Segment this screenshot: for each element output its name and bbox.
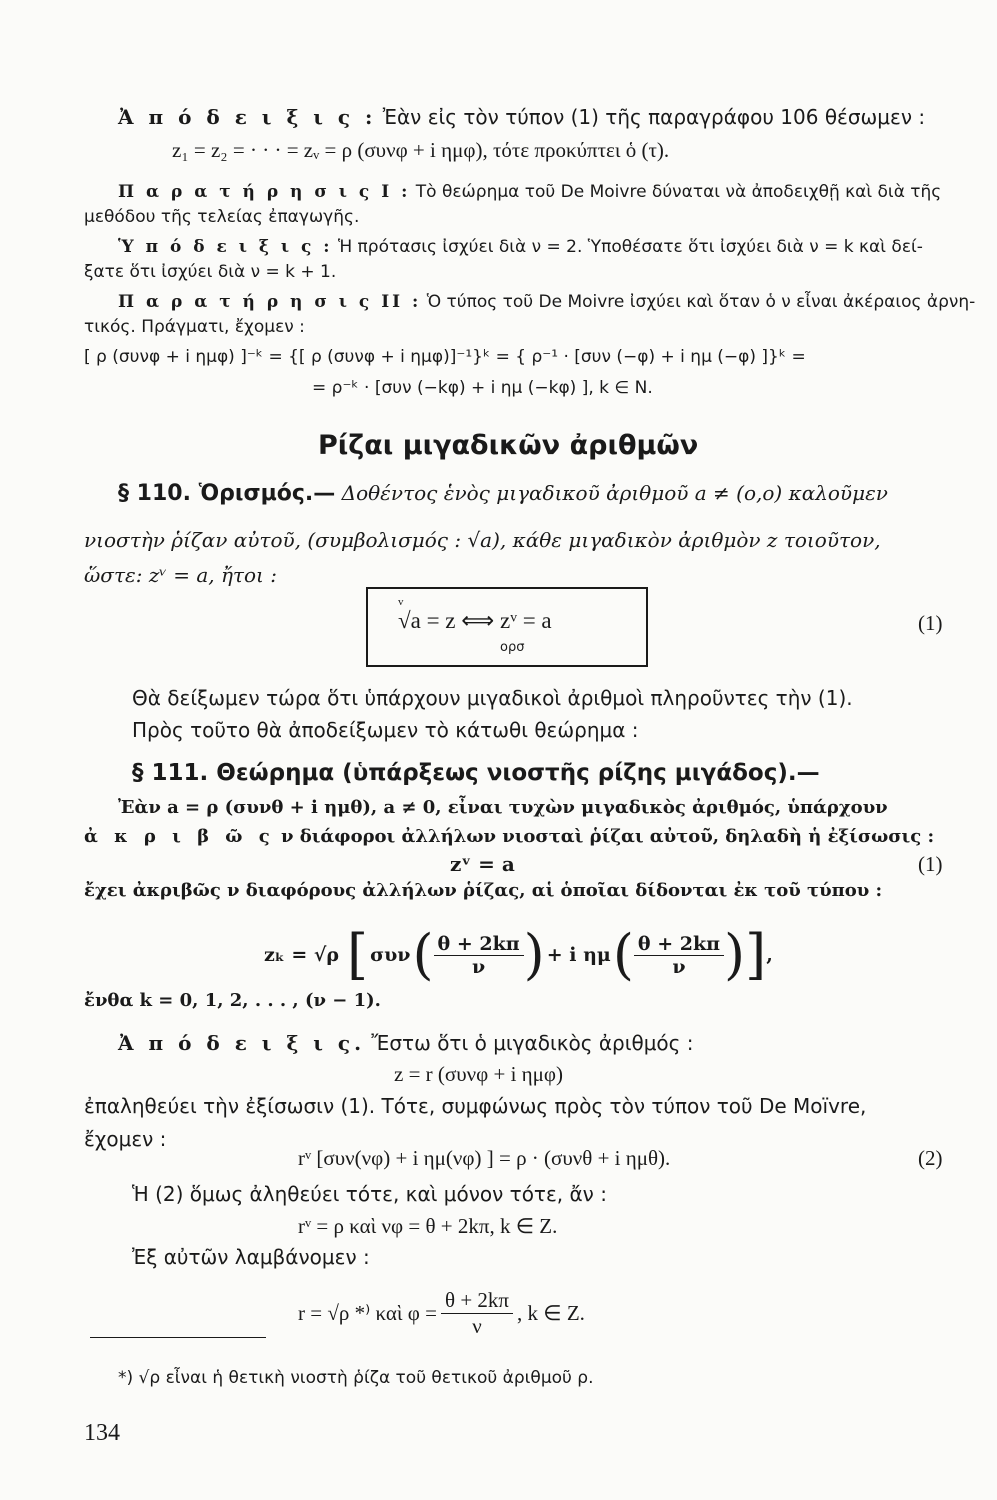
formula-comma: , bbox=[766, 944, 773, 966]
remark-1-label: Π α ρ α τ ή ρ η σ ι ς I : bbox=[118, 182, 411, 202]
equation-number-theorem: (1) bbox=[918, 852, 943, 876]
paragraph-line-2: Πρὸς τοῦτο θὰ ἀποδείξωμεν τὸ κάτωθι θεώρημα : bbox=[132, 718, 639, 742]
remark-2-line-1 bbox=[118, 292, 975, 312]
theorem-line-2 bbox=[84, 826, 934, 847]
proof-line-3: ἐπαληθεύει τὴν ἐξίσωσιν (1). Τότε, συμφώνως πρὸς τὸν τύπον τοῦ De Moïvre, bbox=[84, 1094, 867, 1118]
proof-final-formula bbox=[298, 1280, 585, 1346]
proof-final-left: r = √ρ *⁾ καὶ φ = bbox=[298, 1300, 438, 1325]
apodeixis-text: Ἐὰν εἰς τὸν τύπον (1) τῆς παραγράφου 106 θέσωμεν : bbox=[376, 105, 926, 129]
proof-z-formula: z = r (συνφ + i ημφ) bbox=[394, 1062, 564, 1086]
apodeixis-label: Ἀ π ό δ ε ι ξ ι ς : bbox=[118, 105, 377, 129]
bracket-close: ] bbox=[745, 923, 767, 986]
footnote-rule bbox=[90, 1337, 266, 1338]
remark-2-line-2: τικός. Πράγματι, ἔχομεν : bbox=[84, 317, 305, 337]
equation-number-2: (2) bbox=[918, 1146, 943, 1170]
formula-negative-power: [ ρ (συνφ + i ημφ) ]⁻ᵏ = {[ ρ (συνφ + i ημφ)]⁻¹}ᵏ = { ρ⁻¹ · [συν (−φ) + i ημ (−φ) ]}ᵏ = bbox=[84, 347, 806, 367]
root-index: v bbox=[398, 596, 404, 608]
formula-negative-power-result: = ρ⁻ᵏ · [συν (−kφ) + i ημ (−kφ) ], k ∈ N. bbox=[312, 378, 653, 398]
paren-open-1: ( bbox=[412, 923, 434, 986]
proof-line-6: Ἡ (2) ὅμως ἀληθεύει τότε, καὶ μόνον τότε, ἄν : bbox=[132, 1182, 607, 1206]
paren-open-2: ( bbox=[612, 923, 634, 986]
paragraph-line-1: Θὰ δείξωμεν τώρα ὅτι ὑπάρχουν μιγαδικοὶ ἀριθμοὶ πληροῦντες τὴν (1). bbox=[132, 686, 853, 710]
section-110-line-3: ὥστε: zᵛ = a, ἤτοι : bbox=[84, 563, 277, 587]
proof-line-1 bbox=[118, 1031, 694, 1055]
proof-final-fraction bbox=[441, 1288, 513, 1339]
fraction-2-den: ν bbox=[672, 955, 686, 978]
proof-label: Ἀ π ό δ ε ι ξ ι ς. bbox=[118, 1031, 366, 1055]
page-number: 134 bbox=[84, 1420, 120, 1446]
section-heading: Ρίζαι μιγαδικῶν ἀριθμῶν bbox=[318, 430, 699, 461]
paren-close-1: ) bbox=[523, 923, 545, 986]
fraction-2 bbox=[634, 933, 724, 978]
k-range: ἔνθα k = 0, 1, 2, . . . , (ν − 1). bbox=[84, 990, 381, 1011]
proof-line-8: Ἐξ αὐτῶν λαμβάνομεν : bbox=[132, 1245, 370, 1269]
section-110-title: § 110. Ὁρισμός.— bbox=[118, 481, 336, 506]
hint-line-2: ξατε ὅτι ἰσχύει διὰ ν = k + 1. bbox=[84, 262, 337, 282]
hint-label: Ὑ π ό δ ε ι ξ ι ς : bbox=[118, 237, 333, 257]
section-110-line-2: νιοστὴν ῥίζαν αὐτοῦ, (συμβολισμός : √a), κάθε μιγαδικὸν ἀριθμὸν z τοιοῦτον, bbox=[84, 528, 881, 552]
proof-final-den: ν bbox=[472, 1313, 482, 1338]
theorem-equation: zᵛ = a bbox=[450, 852, 515, 876]
theorem-line-4: ἔχει ἀκριβῶς ν διαφόρους ἀλλήλων ῥίζας, αἱ ὁποῖαι δίδονται ἐκ τοῦ τύπου : bbox=[84, 880, 883, 901]
formula-z-equal: z₁ = z₂ = · · · = zᵥ = ρ (συνφ + i ημφ), τότε προκύπτει ὁ (τ). bbox=[172, 138, 670, 162]
proof-conditions: rᵛ = ρ καὶ νφ = θ + 2kπ, k ∈ Z. bbox=[298, 1214, 558, 1238]
remark-2-text: Ὁ τύπος τοῦ De Moivre ἰσχύει καὶ ὅταν ὁ ν εἶναι ἀκέραιος ἀρνη- bbox=[421, 292, 976, 312]
equation-number-1: (1) bbox=[918, 611, 943, 635]
roots-formula bbox=[264, 915, 773, 995]
apodeixis-line-1 bbox=[118, 105, 925, 129]
hint-text: Ἡ πρότασις ἰσχύει διὰ ν = 2. Ὑποθέσατε ὅτι ἰσχύει διὰ ν = k καὶ δεί- bbox=[332, 237, 923, 257]
section-111-title: § 111. Θεώρημα (ὑπάρξεως νιοστῆς ρίζης μιγάδος).— bbox=[132, 760, 820, 786]
bracket-open: [ bbox=[347, 923, 369, 986]
proof-line-4: ἔχομεν : bbox=[84, 1127, 167, 1151]
remark-1-line-2: μεθόδου τῆς τελείας ἐπαγωγῆς. bbox=[84, 207, 360, 227]
theorem-line-1: Ἐὰν a = ρ (συνθ + i ημθ), a ≠ 0, εἶναι τυχὼν μιγαδικὸς ἀριθμός, ὑπάρχουν bbox=[118, 797, 888, 818]
plus-i-sin: + i ημ bbox=[546, 944, 611, 966]
definition-equation: √a = z ⟺ zᵛ = a bbox=[398, 608, 552, 633]
footnote: *) √ρ εἶναι ἡ θετικὴ νιοστὴ ῥίζα τοῦ θετικοῦ ἀριθμοῦ ρ. bbox=[118, 1368, 594, 1388]
definition-subscript: ορσ bbox=[500, 640, 525, 655]
proof-text: Ἔστω ὅτι ὁ μιγαδικὸς ἀριθμός : bbox=[365, 1031, 694, 1055]
section-110-line-1 bbox=[118, 481, 888, 506]
remark-2-label: Π α ρ α τ ή ρ η σ ι ς II : bbox=[118, 292, 422, 312]
hint-line-1 bbox=[118, 237, 923, 257]
proof-final-num: θ + 2kπ bbox=[441, 1288, 513, 1314]
section-110-text: Δοθέντος ἑνὸς μιγαδικοῦ ἀριθμοῦ a ≠ (o,o) καλοῦμεν bbox=[335, 481, 888, 505]
fraction-1-den: ν bbox=[472, 955, 486, 978]
remark-1-text: Τὸ θεώρημα τοῦ De Moivre δύναται νὰ ἀποδειχθῇ καὶ διὰ τῆς bbox=[410, 182, 942, 202]
proof-equation-2: rᵛ [συν(νφ) + i ημ(νφ) ] = ρ · (συνθ + i ημθ). bbox=[298, 1146, 671, 1170]
theorem-line-2-text: ν διάφοροι ἀλλήλων νιοσταὶ ῥίζαι αὐτοῦ, δηλαδὴ ἡ ἐξίσωσις : bbox=[274, 826, 935, 847]
roots-formula-left: zₖ = √ρ bbox=[264, 944, 340, 966]
cos-label: συν bbox=[370, 944, 411, 966]
paren-close-2: ) bbox=[724, 923, 746, 986]
remark-1-line-1 bbox=[118, 182, 941, 202]
fraction-1-num: θ + 2kπ bbox=[434, 933, 524, 956]
fraction-2-num: θ + 2kπ bbox=[634, 933, 724, 956]
proof-final-right: , k ∈ Z. bbox=[517, 1300, 585, 1325]
fraction-1 bbox=[434, 933, 524, 978]
theorem-exactly-label: ἀ κ ρ ι β ῶ ς bbox=[84, 826, 275, 847]
